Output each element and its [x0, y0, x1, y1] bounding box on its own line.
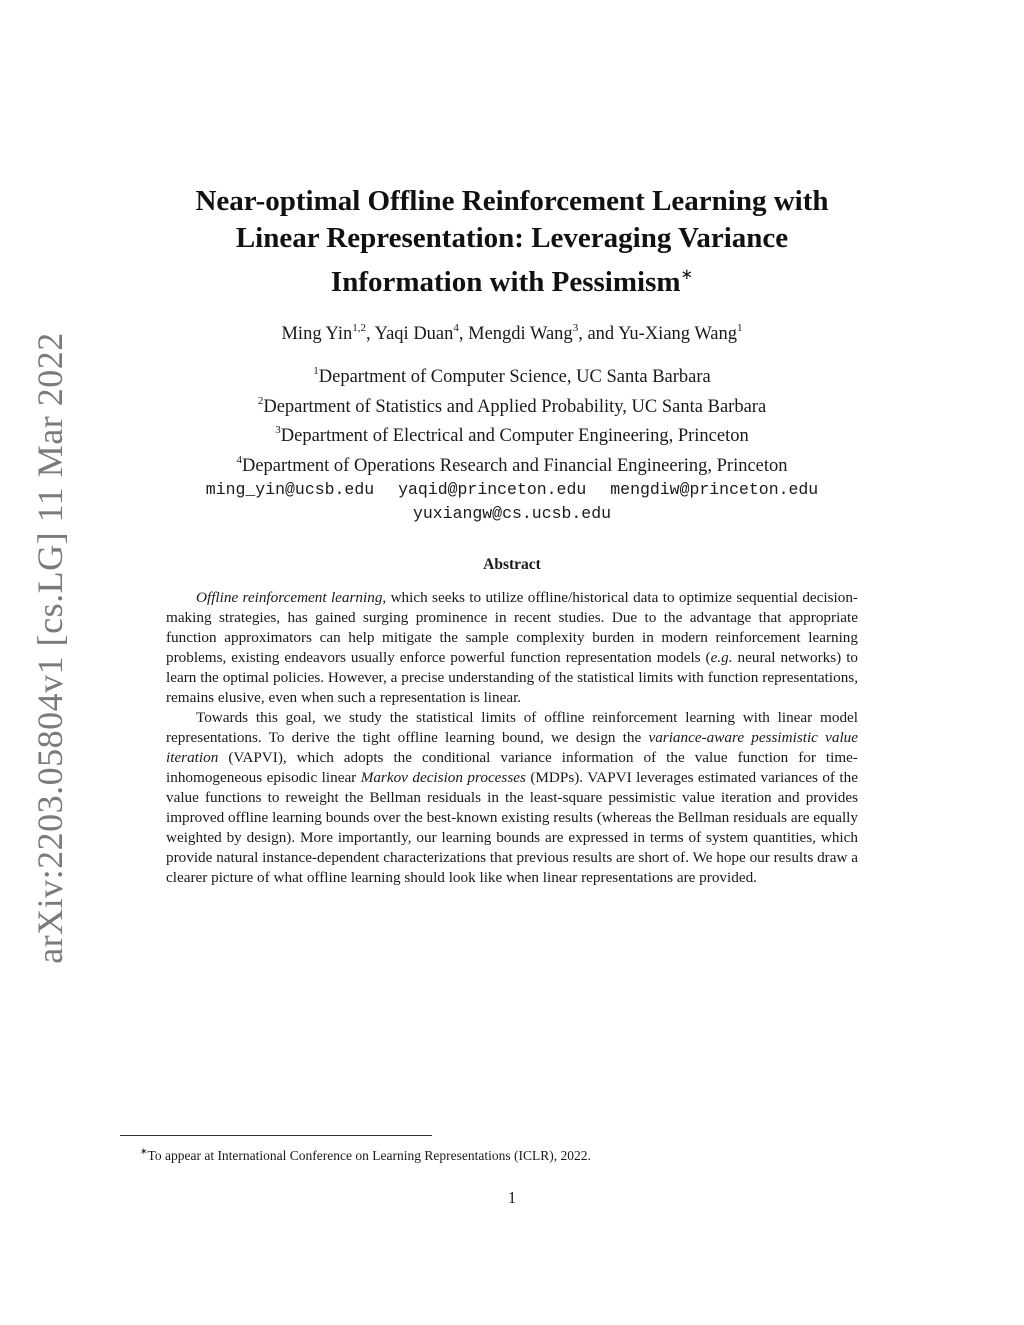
- paper-title: [120, 183, 904, 301]
- footnote-text: To appear at International Conference on Learning Representations (ICLR), 2022.: [147, 1148, 591, 1163]
- title-footnote-mark: ∗: [680, 267, 694, 283]
- abstract-heading: Abstract: [483, 556, 541, 573]
- abstract-paragraph: [166, 708, 858, 888]
- author: [468, 324, 618, 344]
- affiliation-block: [100, 360, 924, 526]
- affiliation-mark: 3: [275, 424, 281, 437]
- affiliation: [100, 419, 924, 449]
- abstract-text: (VAPVI), which adopts the conditional variance information of the value function for time-inhomogeneous episodic linear: [166, 749, 858, 786]
- author-separator: ,: [366, 324, 375, 344]
- abstract-body: [166, 588, 858, 888]
- author-name: Yaqi Duan: [374, 324, 454, 344]
- abstract-italic-term: Markov decision processes: [360, 769, 526, 786]
- email-address[interactable]: ming_yin@ucsb.edu: [205, 480, 375, 500]
- abstract-text: Towards this goal, we study the statistical limits of offline reinforcement learning with linear model representations. To derive the tight offline learning bound, we design the: [166, 709, 858, 746]
- affiliation-mark: 1: [313, 365, 319, 377]
- author-name: Ming Yin: [281, 324, 353, 344]
- affiliation-text: Department of Electrical and Computer Engineering, Princeton: [280, 426, 749, 447]
- email-row: [100, 502, 924, 526]
- email-address[interactable]: mengdiw@princeton.edu: [610, 480, 819, 500]
- affiliation-text: Department of Computer Science, UC Santa Barbara: [318, 367, 711, 387]
- affiliation-mark: 4: [236, 453, 242, 466]
- footnote-divider: [120, 1135, 432, 1136]
- affiliation-mark: 2: [257, 394, 264, 407]
- affiliation: [100, 360, 924, 390]
- abstract-text: neural networks) to learn the optimal policies. However, a precise understanding of the statistical limits with function representations, remains elusive, even when such a representation is linear.: [166, 649, 859, 706]
- author: [618, 324, 742, 344]
- abstract-italic-term: variance-aware pessimistic value iteration: [166, 729, 859, 766]
- author-name: Yu-Xiang Wang: [618, 324, 738, 344]
- abstract-italic-term: e.g.: [710, 649, 733, 666]
- email-address[interactable]: yuxiangw@cs.ucsb.edu: [412, 503, 612, 523]
- author-name: Mengdi Wang: [468, 324, 573, 344]
- abstract-text: (MDPs). VAPVI leverages estimated variances of the value functions to reweight the Bellman residuals in the least-square pessimistic value iteration and provides improved offline learning bounds over the best-known existing results (whereas the Bellman residuals are equally weighted by design). More importantly, our learning bounds are expressed in terms of system quantities, which provide natural instance-dependent characterizations that previous results are short of. We hope our results draw a clearer picture of what offline learning should look like when linear representations are provided.: [166, 769, 858, 886]
- author-separator: ,: [458, 324, 469, 344]
- affiliation-text: Department of Statistics and Applied Probability, UC Santa Barbara: [263, 396, 767, 417]
- footnote-mark: ∗: [140, 1146, 148, 1156]
- email-row: [100, 478, 924, 502]
- affiliation: [100, 449, 924, 479]
- arxiv-identifier: arXiv:2203.05804v1 [cs.LG] 11 Mar 2022: [30, 332, 70, 964]
- abstract-text: , which seeks to utilize offline/historical data to optimize sequential decision-making strategies, has gained surging prominence in recent studies. Due to the advantage that appropriate function approximators can help mitigate the sample complexity burden in modern reinforcement learning problems, existing endeavors usually enforce powerful function representation models (: [166, 589, 858, 666]
- page-number: 1: [507, 1188, 517, 1207]
- affiliation-text: Department of Operations Research and Financial Engineering, Princeton: [241, 455, 788, 476]
- title-line: [120, 257, 904, 301]
- author: [281, 324, 374, 344]
- affiliation: [100, 390, 924, 420]
- abstract-italic-term: Offline reinforcement learning: [196, 589, 383, 606]
- abstract-paragraph: [166, 588, 858, 708]
- author-affil-mark: 1,2: [352, 322, 366, 334]
- author-affil-mark: 3: [572, 322, 579, 334]
- footnote: [140, 1142, 900, 1165]
- title-line: Linear Representation: Leveraging Variance: [235, 222, 789, 254]
- title-line: Near-optimal Offline Reinforcement Learning with: [195, 185, 829, 217]
- author-affil-mark: 4: [453, 322, 459, 334]
- author-affil-mark: 1: [737, 322, 743, 334]
- email-address[interactable]: yaqid@princeton.edu: [398, 480, 587, 500]
- author: [375, 324, 469, 344]
- title-line-text: Information with Pessimism: [330, 266, 681, 298]
- author-separator: , and: [578, 324, 619, 344]
- author-list: [100, 316, 924, 346]
